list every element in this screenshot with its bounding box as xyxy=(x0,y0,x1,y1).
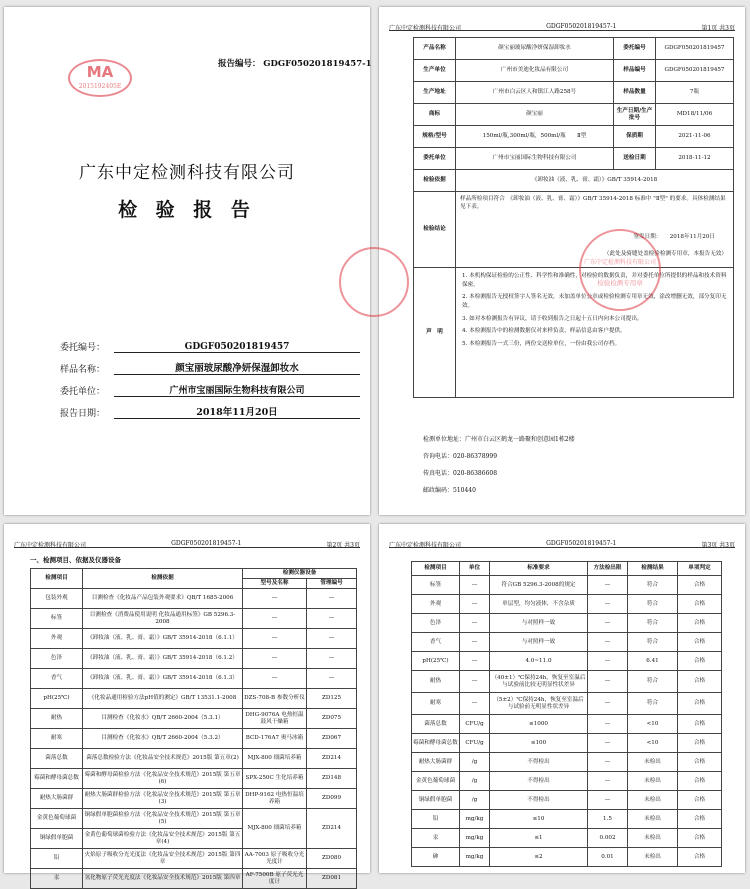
conclusion-text: 样品所检项目符合 《卸妆油（液、乳、膏、霜）》GB/T 35914-2018 标准中 "Ⅱ型" 的要求。具体检测结果见下表。 xyxy=(460,196,726,211)
cell-result: 符合 xyxy=(628,576,678,595)
table-row xyxy=(31,629,357,649)
cell-unit: CFU/g xyxy=(460,715,490,734)
cell-no: ZD214 xyxy=(307,749,357,769)
table-row xyxy=(414,126,734,148)
table-row xyxy=(412,810,722,829)
cell-item: 标签 xyxy=(31,609,83,629)
page-header xyxy=(389,19,735,31)
cell-basis: 菌落总数检验方法《化妆品安全技术规范》2015版 第五章(2) xyxy=(83,749,243,769)
cell-no: ZD075 xyxy=(307,709,357,729)
table-row xyxy=(31,749,357,769)
cell-limit: — xyxy=(588,734,628,753)
cell-requirement: ≤100 xyxy=(490,734,588,753)
cell-item: 铅 xyxy=(31,849,83,869)
cell-requirement: 不得检出 xyxy=(490,753,588,772)
table-row xyxy=(412,652,722,671)
cell-item: 耐热大肠菌群 xyxy=(31,789,83,809)
statement-item: 1. 本机构保证检验的公正性、科学性和准确性，对检验的数据负责，并对委托单位所提供的样品和技术资料保密。 xyxy=(462,273,727,288)
cell-basis: 目测检查《化妆品产品包装外观要求》QB/T 1685-2006 xyxy=(83,589,243,609)
report-number-line xyxy=(218,57,372,69)
cell-item: 汞 xyxy=(412,829,460,848)
cell-item: pH(25℃) xyxy=(31,689,83,709)
cell-model: — xyxy=(243,649,307,669)
cell-result: 未检出 xyxy=(628,753,678,772)
table-row xyxy=(414,82,734,104)
cell-item: 耐热大肠菌群 xyxy=(412,753,460,772)
issue-date: 签发日期： 2018年11月20日 xyxy=(633,234,715,240)
cell-judgement: 合格 xyxy=(678,772,722,791)
contact-line: 咨询电话：020-86378999 xyxy=(423,453,498,460)
header-report-no: GDGF050201819457-1 xyxy=(546,540,617,547)
cover-field-label: 报告日期： xyxy=(60,409,106,419)
contact-line: 传真电话：020-86386608 xyxy=(423,470,498,477)
table-row xyxy=(414,268,734,398)
table-row xyxy=(412,829,722,848)
cell-basis: 金黄色葡萄球菌检验方法《化妆品安全技术规范》2015版 第五章(4) xyxy=(83,829,243,849)
cell-item: 铜绿假单胞菌 xyxy=(31,829,83,849)
cell-no: — xyxy=(307,669,357,689)
report-methods-page xyxy=(4,524,370,885)
contact-line: 邮政编码：510440 xyxy=(423,487,476,494)
column-header: 检测项目 xyxy=(31,569,83,589)
cell-requirement: 不得检出 xyxy=(490,772,588,791)
company-name: 广东中定检测科技有限公司 xyxy=(79,163,295,183)
cell-item: 汞 xyxy=(31,869,83,889)
cell-basis: 《卸妆油（液、乳、膏、霜）》GB/T 35914-2018（6.1.3） xyxy=(83,669,243,689)
column-header: 方法检出限 xyxy=(588,562,628,576)
cell-judgement: 合格 xyxy=(678,693,722,715)
cell-judgement: 合格 xyxy=(678,633,722,652)
cell-limit: — xyxy=(588,633,628,652)
table-row xyxy=(412,772,722,791)
cell-item: 香气 xyxy=(31,669,83,689)
statement-item: 4. 本检测报告中的检测数据仅对来样负责，样品信息由客户提供。 xyxy=(462,328,626,335)
report-number: GDGF050201819457-1 xyxy=(263,59,372,69)
cell-judgement: 合格 xyxy=(678,734,722,753)
cell-judgement: 合格 xyxy=(678,848,722,867)
table-row xyxy=(412,671,722,693)
cell-limit: — xyxy=(588,671,628,693)
table-row xyxy=(414,170,734,192)
cell-model: — xyxy=(243,589,307,609)
seam-seal xyxy=(339,247,409,317)
cell-item: 耐寒 xyxy=(412,693,460,715)
cell-limit: — xyxy=(588,576,628,595)
table-row xyxy=(412,693,722,715)
cell-result: 未检出 xyxy=(628,848,678,867)
cell-model: AF-7500B 原子荧光光度计 xyxy=(243,869,307,889)
table-row xyxy=(31,709,357,729)
cell-unit: /g xyxy=(460,791,490,810)
summary-table xyxy=(413,37,734,398)
table-row xyxy=(414,104,734,126)
header-company: 广东中定检测科技有限公司 xyxy=(389,25,462,32)
cell-basis: 目测检查《化妆水》QB/T 2660-2004（5.3.2） xyxy=(83,729,243,749)
report-title: 检 验 报 告 xyxy=(118,199,256,221)
cell-judgement: 合格 xyxy=(678,652,722,671)
results-table xyxy=(411,561,722,867)
column-header: 型号及名称 xyxy=(243,579,307,589)
methods-table xyxy=(30,568,357,889)
cell-item: 砷 xyxy=(412,848,460,867)
table-row xyxy=(412,791,722,810)
field-value: 7瓶 xyxy=(656,82,734,104)
field-label: 生产日期/生产批号 xyxy=(614,104,656,126)
cell-item: 铜绿假单胞菌 xyxy=(412,791,460,810)
cell-result: 未检出 xyxy=(628,810,678,829)
cma-mark xyxy=(68,59,132,97)
cell-model: MJX-800 细菌培养箱 xyxy=(243,809,307,849)
table-row xyxy=(31,729,357,749)
column-header: 检测结果 xyxy=(628,562,678,576)
cell-unit: — xyxy=(460,595,490,614)
table-row xyxy=(412,715,722,734)
field-value: GDGF050201819457 xyxy=(656,38,734,60)
cover-fields xyxy=(60,331,360,419)
column-header: 检测依据 xyxy=(83,569,243,589)
cell-requirement: 与对照样一致 xyxy=(490,614,588,633)
cell-item: 耐寒 xyxy=(31,729,83,749)
table-row xyxy=(412,734,722,753)
field-label: 样品数量 xyxy=(614,82,656,104)
cell-basis: 《卸妆油（液、乳、膏、霜）》GB/T 35914-2018（6.1.2） xyxy=(83,649,243,669)
cell-item: 铅 xyxy=(412,810,460,829)
cell-no: ZD214 xyxy=(307,809,357,849)
inspection-seal xyxy=(579,229,661,311)
cover-field-value: 2018年11月20日 xyxy=(114,404,360,419)
field-label: 检验依据 xyxy=(414,170,456,192)
field-value: 广州市白云区人和镇江人路258号 xyxy=(456,82,614,104)
cell-model: DZS-708-B 参数分析仪 xyxy=(243,689,307,709)
seal-text: 广东中定检测科技有限公司 xyxy=(583,259,656,266)
seal-sub: 检验检测专用章 xyxy=(597,279,643,287)
cover-field xyxy=(60,397,360,419)
column-header: 检测项目 xyxy=(412,562,460,576)
header-page: 第2页 共3页 xyxy=(326,542,360,549)
cell-model: BCD-176A7 奥马冰箱 xyxy=(243,729,307,749)
cell-limit: — xyxy=(588,614,628,633)
table-row xyxy=(31,649,357,669)
cell-item: 菌落总数 xyxy=(412,715,460,734)
cell-limit: — xyxy=(588,715,628,734)
table-row xyxy=(414,38,734,60)
header-report-no: GDGF050201819457-1 xyxy=(546,23,617,30)
cell-no: ZD099 xyxy=(307,789,357,809)
cell-model: — xyxy=(243,609,307,629)
cell-item: 色泽 xyxy=(412,614,460,633)
cover-field-value: 颜宝丽玻尿酸净妍保湿卸妆水 xyxy=(114,360,360,375)
table-row xyxy=(414,192,734,268)
cell-result: 符合 xyxy=(628,595,678,614)
cell-item: 霉菌和酵母菌总数 xyxy=(31,769,83,789)
page-header xyxy=(389,536,735,548)
cell-item: 外观 xyxy=(31,629,83,649)
cell-judgement: 合格 xyxy=(678,810,722,829)
cell-basis: 目测检查《消费品使用说明 化妆品通用标签》GB 5296.3-2008 xyxy=(83,609,243,629)
field-value: 2018-11-12 xyxy=(656,148,734,170)
cell-unit: — xyxy=(460,633,490,652)
cell-unit: mg/kg xyxy=(460,829,490,848)
cell-item: 标签 xyxy=(412,576,460,595)
cover-field xyxy=(60,353,360,375)
field-label: 样品编号 xyxy=(614,60,656,82)
header-page: 第3页 共3页 xyxy=(701,542,735,549)
field-label: 规格/型号 xyxy=(414,126,456,148)
cell-requirement: 单层型，均匀液体，不含杂质 xyxy=(490,595,588,614)
table-row xyxy=(414,60,734,82)
cell-item: 菌落总数 xyxy=(31,749,83,769)
field-value: 广州市美迪化妆品有限公司 xyxy=(456,60,614,82)
field-value: 颜宝丽玻尿酸净妍保湿卸妆水 xyxy=(456,38,614,60)
cell-unit: /g xyxy=(460,772,490,791)
contact-block xyxy=(423,431,575,499)
column-header: 单项判定 xyxy=(678,562,722,576)
field-label: 产品名称 xyxy=(414,38,456,60)
header-report-no: GDGF050201819457-1 xyxy=(171,540,242,547)
cell-limit: — xyxy=(588,595,628,614)
cell-model: DHG-9076A 电热恒温鼓风干燥箱 xyxy=(243,709,307,729)
cell-judgement: 合格 xyxy=(678,715,722,734)
cell-limit: 0.002 xyxy=(588,829,628,848)
table-row xyxy=(31,769,357,789)
cell-no: ZD080 xyxy=(307,849,357,869)
column-header: 标准要求 xyxy=(490,562,588,576)
test-basis: 《卸妆油（液、乳、膏、霜）》GB/T 35914-2018 xyxy=(456,170,734,192)
header-page: 第1页 共3页 xyxy=(701,25,735,32)
cover-field-label: 委托单位： xyxy=(60,387,106,397)
cell-judgement: 合格 xyxy=(678,753,722,772)
cell-limit: 0.01 xyxy=(588,848,628,867)
cell-item: 外观 xyxy=(412,595,460,614)
cell-no: — xyxy=(307,629,357,649)
cell-basis: 《化妆品通用检验方法pH值的测定》GB/T 13531.1-2008 xyxy=(83,689,243,709)
cell-no: ZD067 xyxy=(307,729,357,749)
cell-no: — xyxy=(307,609,357,629)
statement-item: 2. 本检测报告无授权签字人签名无效，未加盖单位公章或检验检测专用章无效，涂改增删无效，部分复印无效。 xyxy=(462,294,727,309)
cell-requirement: （5±2）℃保持24h，恢复至室温后与试验前无明显性状差异 xyxy=(490,693,588,715)
cell-requirement: （40±1）℃保持24h，恢复至室温后与试验前比较无明显性状差异 xyxy=(490,671,588,693)
cell-limit: — xyxy=(588,693,628,715)
cell-unit: — xyxy=(460,652,490,671)
report-number-label: 报告编号： xyxy=(218,59,261,69)
report-summary-page xyxy=(379,7,745,515)
cell-unit: /g xyxy=(460,753,490,772)
field-label: 生产地址 xyxy=(414,82,456,104)
table-row xyxy=(31,849,357,869)
field-label: 声 明 xyxy=(414,268,456,398)
field-value: GDGF050201819457 xyxy=(656,60,734,82)
cell-basis: 氢化物原子荧光光度法《化妆品安全技术规范》2015版 第四章 xyxy=(83,869,243,889)
cover-field-label: 委托编号： xyxy=(60,343,106,353)
table-row xyxy=(414,148,734,170)
table-row xyxy=(31,689,357,709)
cell-result: 未检出 xyxy=(628,791,678,810)
cell-no: ZD125 xyxy=(307,689,357,709)
cell-requirement: 符合GB 5296.3-2008的规定 xyxy=(490,576,588,595)
report-results-page xyxy=(379,524,745,873)
table-row xyxy=(412,614,722,633)
cell-model: — xyxy=(243,669,307,689)
header-company: 广东中定检测科技有限公司 xyxy=(389,542,462,549)
cover-field-label: 样品名称： xyxy=(60,365,106,375)
cell-item: 耐热 xyxy=(412,671,460,693)
header-company: 广东中定检测科技有限公司 xyxy=(14,542,87,549)
field-label: 检验结论 xyxy=(414,192,456,268)
cell-model: — xyxy=(243,629,307,649)
cover-field xyxy=(60,375,360,397)
cell-model: SPX-250C 生化培养箱 xyxy=(243,769,307,789)
cell-no: ZD148 xyxy=(307,769,357,789)
table-header-row xyxy=(31,569,357,579)
cell-basis: 铜绿假单胞菌检验方法《化妆品安全技术规范》2015版 第五章(5) xyxy=(83,809,243,829)
cell-judgement: 合格 xyxy=(678,791,722,810)
cell-no: — xyxy=(307,649,357,669)
page-header xyxy=(14,536,360,548)
column-header: 管理编号 xyxy=(307,579,357,589)
cell-model: DHP-9162 电热恒温培养箱 xyxy=(243,789,307,809)
cell-unit: mg/kg xyxy=(460,848,490,867)
cell-item: 金黄色葡萄球菌 xyxy=(31,809,83,829)
cell-result: 未检出 xyxy=(628,772,678,791)
table-row xyxy=(31,869,357,889)
field-label: 委托单位 xyxy=(414,148,456,170)
cell-basis: 霉菌和酵母菌检验方法《化妆品安全技术规范》2015版 第五章(6) xyxy=(83,769,243,789)
table-row xyxy=(31,809,357,829)
cell-item: 包装外观 xyxy=(31,589,83,609)
field-label: 商标 xyxy=(414,104,456,126)
field-value: 2021-11-06 xyxy=(656,126,734,148)
cover-field-value: GDGF050201819457 xyxy=(114,342,360,353)
cell-model: AA-7003 原子吸收分光光度计 xyxy=(243,849,307,869)
cover-field xyxy=(60,331,360,353)
cell-item: 金黄色葡萄球菌 xyxy=(412,772,460,791)
cell-unit: CFU/g xyxy=(460,734,490,753)
contact-line: 检测单位地址：广州市白云区鹤龙一路聚和创意园1栋2楼 xyxy=(423,436,575,443)
cell-result: 符合 xyxy=(628,671,678,693)
cell-limit: 1.5 xyxy=(588,810,628,829)
column-header: 检测仪器设备 xyxy=(243,569,357,579)
cell-requirement: ≤2 xyxy=(490,848,588,867)
field-label: 保质期 xyxy=(614,126,656,148)
cell-basis: 目测检查《化妆水》QB/T 2660-2004（5.3.1） xyxy=(83,709,243,729)
cell-result: 未检出 xyxy=(628,829,678,848)
cell-result: 符合 xyxy=(628,633,678,652)
cell-item: pH(25℃) xyxy=(412,652,460,671)
field-label: 生产单位 xyxy=(414,60,456,82)
cell-limit: — xyxy=(588,791,628,810)
table-row xyxy=(31,609,357,629)
cma-number: 2015192405E xyxy=(78,83,122,90)
table-row xyxy=(412,848,722,867)
cell-unit: mg/kg xyxy=(460,810,490,829)
cell-limit: — xyxy=(588,772,628,791)
statement-item: 3. 如对本检测报告有异议，请于收到报告之日起十五日内向本公司提出。 xyxy=(462,315,643,322)
table-row xyxy=(412,753,722,772)
field-label: 送检日期 xyxy=(614,148,656,170)
field-value: MD18/11/06 xyxy=(656,104,734,126)
section-title: 一、检测项目、依据及仪器设备 xyxy=(30,556,121,564)
field-value: 颜宝丽 xyxy=(456,104,614,126)
table-header-row xyxy=(412,562,722,576)
cell-item: 耐热 xyxy=(31,709,83,729)
cell-limit: — xyxy=(588,652,628,671)
table-row xyxy=(31,669,357,689)
cell-requirement: ≤10 xyxy=(490,810,588,829)
field-value: 150ml/瓶,300ml/瓶，500ml/瓶 Ⅱ型 xyxy=(456,126,614,148)
cell-item: 香气 xyxy=(412,633,460,652)
cell-result: <10 xyxy=(628,715,678,734)
table-row xyxy=(412,633,722,652)
cell-judgement: 合格 xyxy=(678,614,722,633)
cell-requirement: 与对照样一致 xyxy=(490,633,588,652)
cell-result: <10 xyxy=(628,734,678,753)
cell-unit: — xyxy=(460,693,490,715)
cell-judgement: 合格 xyxy=(678,595,722,614)
cell-basis: 火焰原子吸收分光光度法《化妆品安全技术规范》2015版 第四章 xyxy=(83,849,243,869)
statement-item: 5. 本检测报告一式三份，两份交送检单位，一份由我公司存档。 xyxy=(462,340,621,347)
cell-unit: — xyxy=(460,614,490,633)
cell-unit: — xyxy=(460,671,490,693)
seal-note: （此处及骑缝处盖检验检测专用章，本报告无效） xyxy=(603,251,727,257)
cell-item: 霉菌和酵母菌总数 xyxy=(412,734,460,753)
cell-requirement: ≤1 xyxy=(490,829,588,848)
cell-requirement: 4.0~11.0 xyxy=(490,652,588,671)
cell-item: 色泽 xyxy=(31,649,83,669)
table-row xyxy=(412,576,722,595)
table-row xyxy=(31,789,357,809)
cell-requirement: ≤1000 xyxy=(490,715,588,734)
report-cover-page xyxy=(4,7,370,515)
cell-requirement: 不得检出 xyxy=(490,791,588,810)
cell-basis: 耐热大肠菌群检验方法《化妆品安全技术规范》2015版 第五章(3) xyxy=(83,789,243,809)
cell-no: — xyxy=(307,589,357,609)
cell-no: ZD081 xyxy=(307,869,357,889)
cell-result: 6.41 xyxy=(628,652,678,671)
column-header: 单位 xyxy=(460,562,490,576)
cell-judgement: 合格 xyxy=(678,576,722,595)
cell-result: 符合 xyxy=(628,693,678,715)
field-value: 广州市宝丽国际生物科技有限公司 xyxy=(456,148,614,170)
cover-field-value: 广州市宝丽国际生物科技有限公司 xyxy=(114,383,360,397)
cell-basis: 《卸妆油（液、乳、膏、霜）》GB/T 35914-2018（6.1.1） xyxy=(83,629,243,649)
cell-model: MJX-800 细菌培养箱 xyxy=(243,749,307,769)
cell-judgement: 合格 xyxy=(678,829,722,848)
cell-result: 符合 xyxy=(628,614,678,633)
cell-unit: — xyxy=(460,576,490,595)
field-label: 委托编号 xyxy=(614,38,656,60)
table-row xyxy=(31,589,357,609)
cma-logo-text: MA xyxy=(86,63,114,81)
cell-limit: — xyxy=(588,753,628,772)
cell-judgement: 合格 xyxy=(678,671,722,693)
table-row xyxy=(412,595,722,614)
